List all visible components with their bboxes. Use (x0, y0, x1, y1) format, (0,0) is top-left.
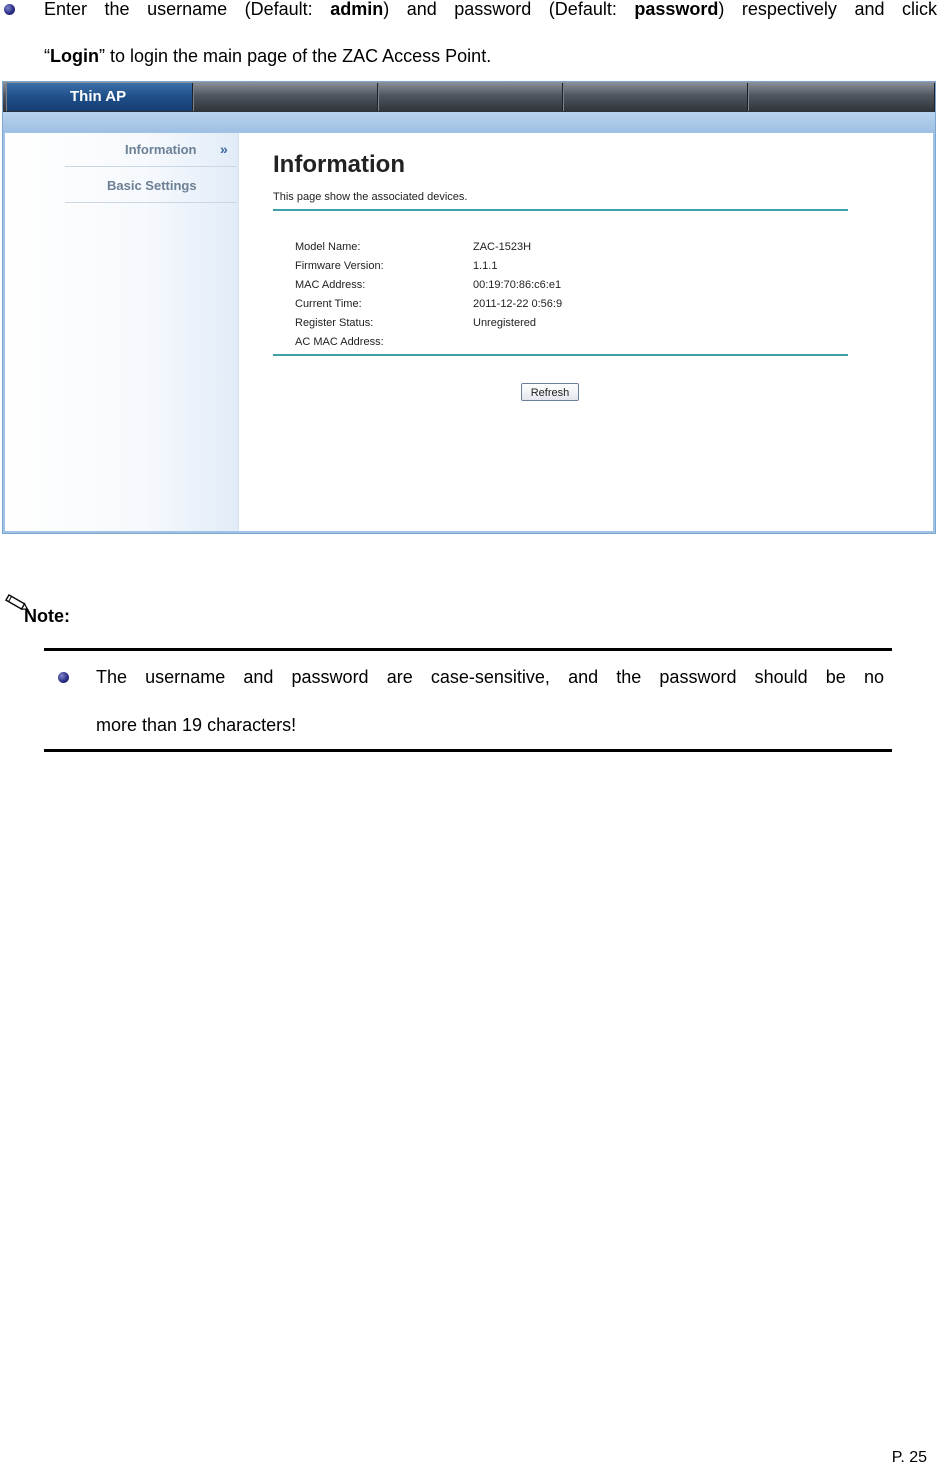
field-value: Unregistered (473, 317, 536, 329)
default-password: password (634, 0, 719, 19)
intro-line-2 (44, 45, 491, 67)
tab-empty[interactable] (193, 83, 378, 111)
field-value: 2011-12-22 0:56:9 (473, 298, 563, 310)
intro-text: ) and password (Default: (383, 0, 635, 19)
field-label: Model Name: (295, 241, 361, 253)
field-label: AC MAC Address: (295, 336, 384, 348)
tab-empty[interactable] (748, 83, 935, 111)
main-content (273, 133, 853, 531)
bullet-icon (4, 4, 15, 15)
note-text-line-1: The username and password are case-sensitive, and the password should be no (96, 667, 884, 687)
double-chevron-icon: » (220, 141, 228, 157)
tab-thin-ap[interactable] (6, 83, 193, 111)
page-subtitle: This page show the associated devices. (273, 191, 468, 203)
field-label: Firmware Version: (295, 260, 384, 272)
field-value: ZAC-1523H (473, 241, 532, 253)
ap-web-ui-screenshot (2, 81, 936, 534)
intro-line-1 (44, 0, 937, 20)
refresh-button[interactable]: Refresh (521, 383, 579, 401)
field-value: 1.1.1 (473, 260, 498, 272)
page-number: P. 25 (891, 1449, 927, 1466)
sub-nav-bar (3, 112, 935, 132)
sidebar (5, 133, 239, 531)
intro-text: ) respectively and click (718, 0, 937, 19)
field-label: Register Status: (295, 317, 374, 329)
tab-empty[interactable] (378, 83, 563, 111)
tab-empty[interactable] (563, 83, 748, 111)
divider (273, 209, 848, 211)
sidebar-item-information[interactable] (65, 133, 237, 167)
note-label: Note: (24, 606, 70, 626)
login-word: Login (50, 46, 99, 66)
page-title: Information (273, 151, 405, 178)
intro-text: “ (44, 46, 50, 66)
intro-text: ” to login the main page of the ZAC Access Point. (98, 46, 492, 66)
sidebar-item-label: Information (125, 142, 197, 157)
divider (273, 354, 848, 356)
top-nav-bar (3, 82, 935, 112)
note-text-line-2: more than 19 characters! (96, 715, 297, 735)
note-top-rule (44, 648, 892, 651)
field-label: Current Time: (295, 298, 362, 310)
sidebar-item-label: Basic Settings (107, 178, 197, 193)
intro-text: Enter the username (Default: (44, 0, 331, 19)
field-value: 00:19:70:86:c6:e1 (473, 279, 562, 291)
sidebar-item-basic-settings[interactable] (65, 169, 237, 203)
page-body (5, 133, 933, 531)
tab-label: Thin AP (70, 88, 127, 105)
field-label: MAC Address: (295, 279, 366, 291)
bullet-icon (58, 672, 69, 683)
default-username: admin (330, 0, 384, 19)
note-bottom-rule (44, 749, 892, 752)
